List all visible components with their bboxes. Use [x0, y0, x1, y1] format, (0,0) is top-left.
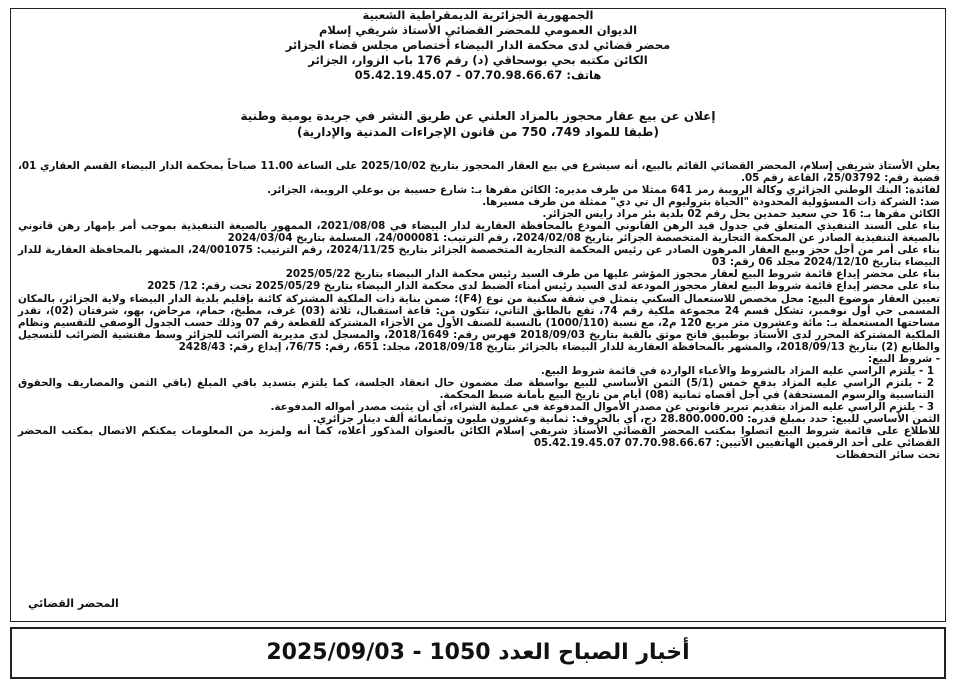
body-paragraph: بناء على السند التنفيذي المتعلق في جدول قيد الرهن القانوني المودع بالمحافظة العقارية لدار البيضاء في 2021/08/08، الممهور بالصيغة التنفيذية بموجب أمر بإمهار رهن قانوني بالصيغة التنفيذية الصادر عن المحكمة التجارية المتخصصة الجزائر بتاريخ 2024/02/08، رقم الترتيب: 24/000081، المسلمة بتاريخ 2024/03/04	[18, 220, 941, 245]
newspaper-footer: أخبار الصباح العدد 1050 - 2025/09/03	[10, 627, 946, 679]
title-main: إعلان عن بيع عقار محجوز بالمزاد العلني عن طريق النشر في جريدة يومية وطنية	[240, 109, 716, 123]
body-paragraph: الكائن مقرها بـ: 16 حي سعيد حمدين بحل رقم 02 بلدية بئر مراد رايس الجزائر.	[542, 208, 940, 221]
header-court: محضر قضائي لدى محكمة الدار البيضاء أختصاص مجلس قضاء الجزائر	[285, 38, 671, 52]
header-office: الديوان العمومي للمحضر القضائي الأستاذ شريفي إسلام	[318, 23, 638, 37]
body-paragraph: بناء على محضر إيداع قائمة شروط البيع لعقار محجوز المؤشر عليها من طرف السيد رئيس محكمة الدار البيضاء بتاريخ 2025/05/22	[285, 268, 940, 281]
property-description: تعيين العقار موضوع البيع: محل مخصص للاستعمال السكني يتمثل في شقة سكنية من نوع (F4)؛ ضمن بناية ذات الملكية المشتركة كائنة بإقليم بلدية الدار البيضاء ولاية الجزائر، بالمكان المسمى حي أول نوفمبر، تشكل قسم 24 مجموعة ملكية رقم 74، تقع بالطابق الثاني، تتكون من: قاعة استقبال، ثلاثة (03) غرف، مطبخ، حمام، مرحاض، بهو، شرفتان (02)، تقدر مساحتها المستعملة بـ: مائة وعشرون متر مربع 120 م2، مع نسبة (1000/110) بالنسبة للصنف الأول من الأجزاء المشتركة للقطعة رقم 07 وذلك حسب الجدول الوصفي للتقسيم ونظام الملكية المشتركة المحرر لدى الأستاذ بوطبيق فاتح موثق بالقبة بتاريخ 2018/09/03 فهرس رقم: 2018/1649، والمسجل لدى مديرية الضرائب للجزائر وسط مفتشية الضرائب للتسجيل والطابع (2) بتاريخ 2018/09/13، والمشهر بالمحافظة العقارية للدار البيضاء بالجزائر بتاريخ 2018/09/18، مجلد: 651، رقم: 76/75، إيداع رقم: 2428/43	[18, 292, 940, 353]
reservations-note: تحت سائر التحفظات	[835, 449, 940, 462]
header-republic: الجمهورية الجزائرية الديمقراطية الشعبية	[362, 8, 594, 22]
base-price: الثمن الأساسي للبيع: حدد بمبلغ قدره: 28.800.000.00 دج، أي بالحروف: ثمانية وعشرون مليون وثمانمائة ألف دينار جزائري.	[312, 412, 940, 425]
sale-condition-item: 3 - يلتزم الراسي عليه المزاد بتقديم تبرير قانوني عن مصدر الأموال المدفوعة في عملية الشراء، أي أن يثبت مصدر أمواله المدفوعة.	[270, 400, 934, 413]
sale-conditions-heading: - شروط البيع:	[867, 352, 940, 365]
title-subtitle: (طبقا للمواد 749، 750 من قانون الإجراءات المدنية والإدارية)	[297, 125, 659, 139]
body-paragraph: ضد: الشركة ذات المسؤولية المحدودة "الحياة بتروليوم ال تي دي" ممثلة من طرف مسيرها.	[482, 196, 940, 209]
bailiff-header	[0, 8, 956, 83]
announcement-body	[18, 160, 940, 461]
contact-info: للاطلاع على قائمة شروط البيع اتصلوا بمكتب المحضر القضائي الأستاذ شريفي إسلام الكائن بالعنوان المذكور أعلاه، كما أنه ولمزيد من المعلومات يمكنكم الاتصال بمكتب المحضر القضائي على أحد الرقمين الهاتفيين الآتيين: 07.70.98.66.67 05.42.19.45.07	[18, 425, 940, 450]
sale-condition-item: 1 - يلتزم الراسي عليه المزاد بالشروط والأعباء الواردة في قائمة شروط البيع.	[540, 364, 934, 377]
body-paragraph: يعلن الأستاذ شريفي إسلام، المحضر القضائي القائم بالبيع، أنه سيشرع في بيع العقار المحجوز بتاريخ 2025/10/02 على الساعة 11.00 صباحاً بمحكمة الدار البيضاء القسم العقاري 01، قضية رقم: 25/03792، القاعة رقم 05.	[18, 160, 940, 185]
body-paragraph: بناء على أمر من أجل حجز وبيع العقار المرهون الصادر عن رئيس المحكمة التجارية المتخصصة الجزائر بتاريخ 2024/11/25، رقم الترتيب: 24/001075، المشهر بالمحافظة العقارية للدار البيضاء بتاريخ 2024/12/10 مجلد 06 رقم: 03	[18, 244, 941, 269]
announcement-title	[0, 108, 956, 140]
bailiff-signature: المحضر القضائي	[28, 597, 119, 610]
header-address: الكائن مكتبه بحي بوسحاقي (د) رقم 176 باب الزوار، الجزائر	[308, 53, 648, 67]
body-paragraph: بناء على محضر إيداع قائمة شروط البيع لعقار محجوز المودعة لدى السيد رئيس أمناء الضبط لدى محكمة الدار البيضاء بتاريخ 2025/05/29 تحت رقم: 12/ 2025	[147, 280, 940, 293]
header-phone: هاتف: 07.70.98.66.67 - 05.42.19.45.07	[354, 68, 602, 82]
sale-condition-item: 2 - يلتزم الراسي عليه المزاد بدفع خمس (5/1) الثمن الأساسي للبيع بواسطة صك مضمون حال انعقاد الجلسة، كما يلتزم بتسديد باقي المبلغ (باقي الثمن والمصاريف والحقوق التناسبية والرسوم المستحقة) في أجل أقصاه ثمانية (08) أيام من تاريخ البيع بأمانة ضبط المحكمة.	[18, 376, 934, 401]
body-paragraph: لفائدة: البنك الوطني الجزائري وكالة الرويبة رمز 641 ممثلا من طرف مديره: الكائن مقرها بـ: شارع حسيبة بن بوعلي الرويبة، الجزائر.	[267, 184, 940, 197]
